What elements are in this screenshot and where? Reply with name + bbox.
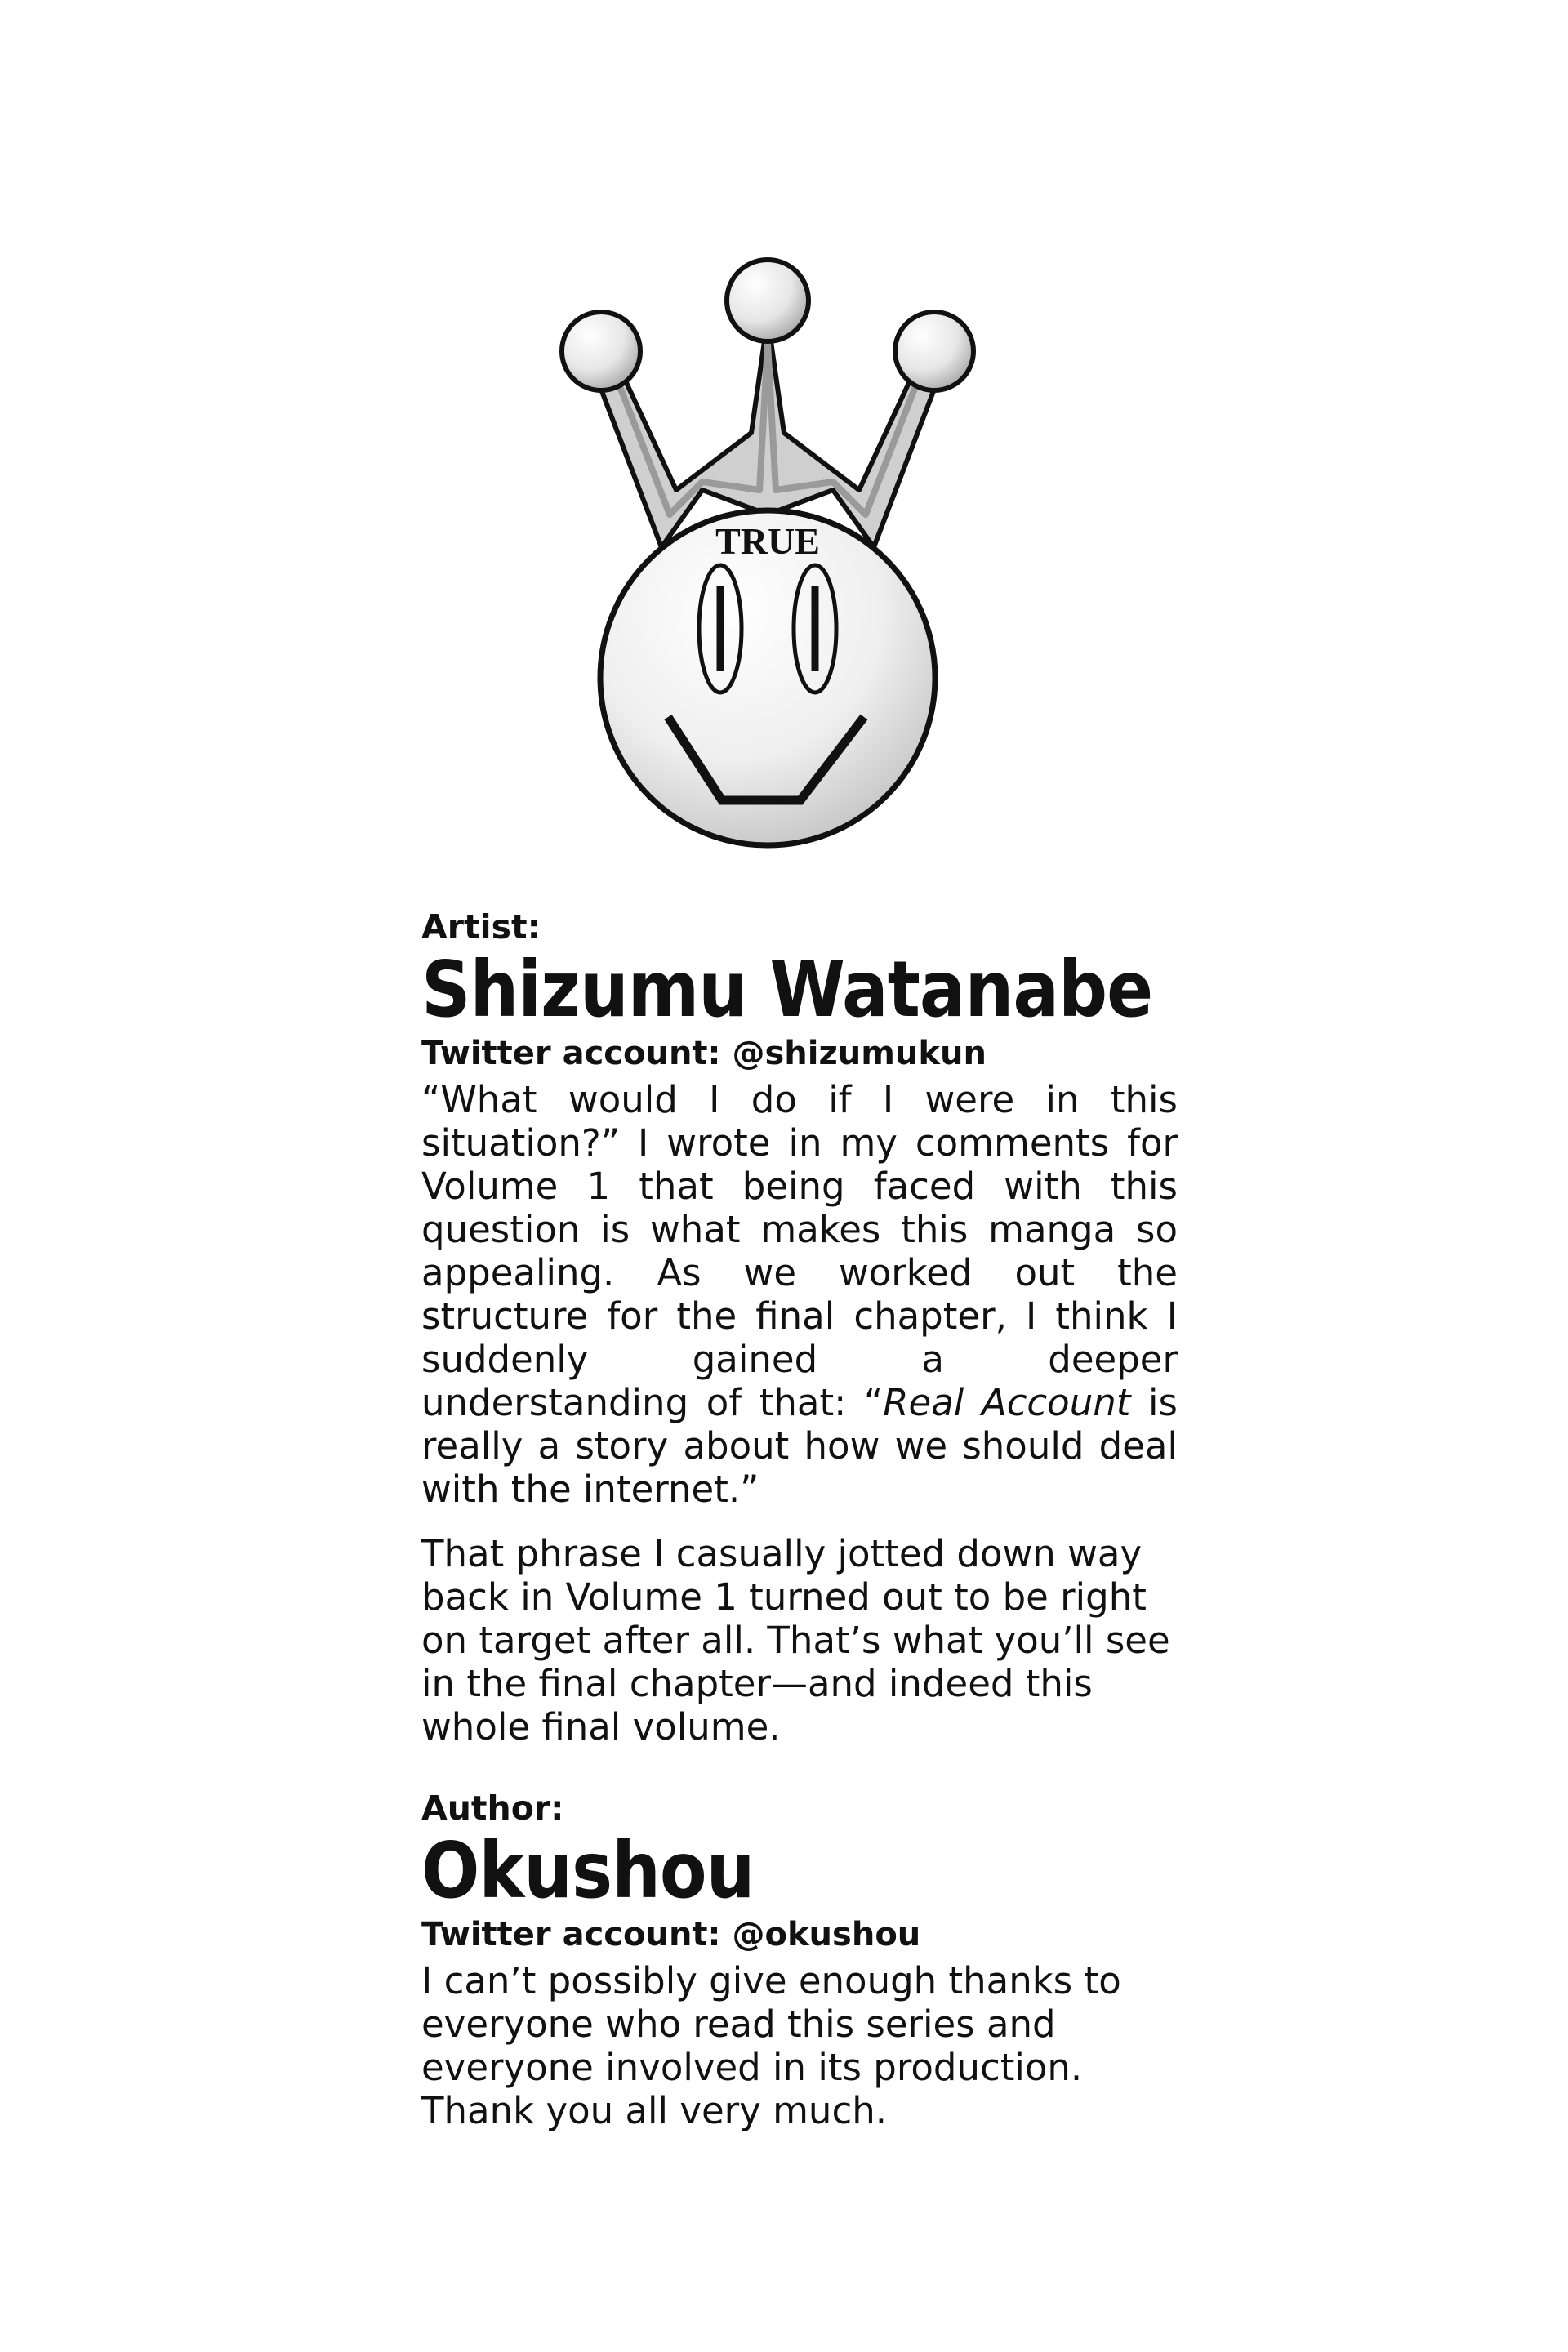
crown-ball-left (562, 312, 640, 390)
artist-name: Shizumu Watanabe (421, 944, 1153, 1035)
artist-paragraph-1 (421, 1078, 1178, 1511)
author-twitter: Twitter account: @okushou (421, 1916, 921, 1953)
artist-role-label: Artist: (421, 907, 541, 947)
crown-ball-right (895, 312, 973, 390)
crown-ball-center (727, 260, 808, 341)
author-name: Okushou (421, 1825, 755, 1916)
afterword-content (421, 906, 1178, 2154)
author-role-label: Author: (421, 1788, 564, 1828)
crown-label: TRUE (715, 520, 820, 562)
artist-paragraph-1-start: “What would I do if I were in this situation?” I wrote in my comments for Volume 1 that being faced with this question is what makes this manga so appealing. As we worked out the structure for the final chapter, I think I suddenly gained a deeper understanding of that: “ (421, 1078, 1178, 1424)
artist-paragraph-1-end: is really a story about how we should deal with the internet.” (421, 1381, 1178, 1511)
series-title: Real Account (883, 1381, 1131, 1424)
author-paragraph-1: I can’t possibly give enough thanks to everyone who read this series and everyone involved in its production. Thank you all very much. (421, 1959, 1121, 2132)
artist-twitter: Twitter account: @shizumukun (421, 1035, 987, 1072)
artist-paragraph-2: That phrase I casually jotted down way back in Volume 1 turned out to be right on target after all. That’s what you’ll see in the final chapter—and indeed this whole final volume. (421, 1532, 1170, 1748)
crowned-smiley-icon (539, 245, 996, 849)
